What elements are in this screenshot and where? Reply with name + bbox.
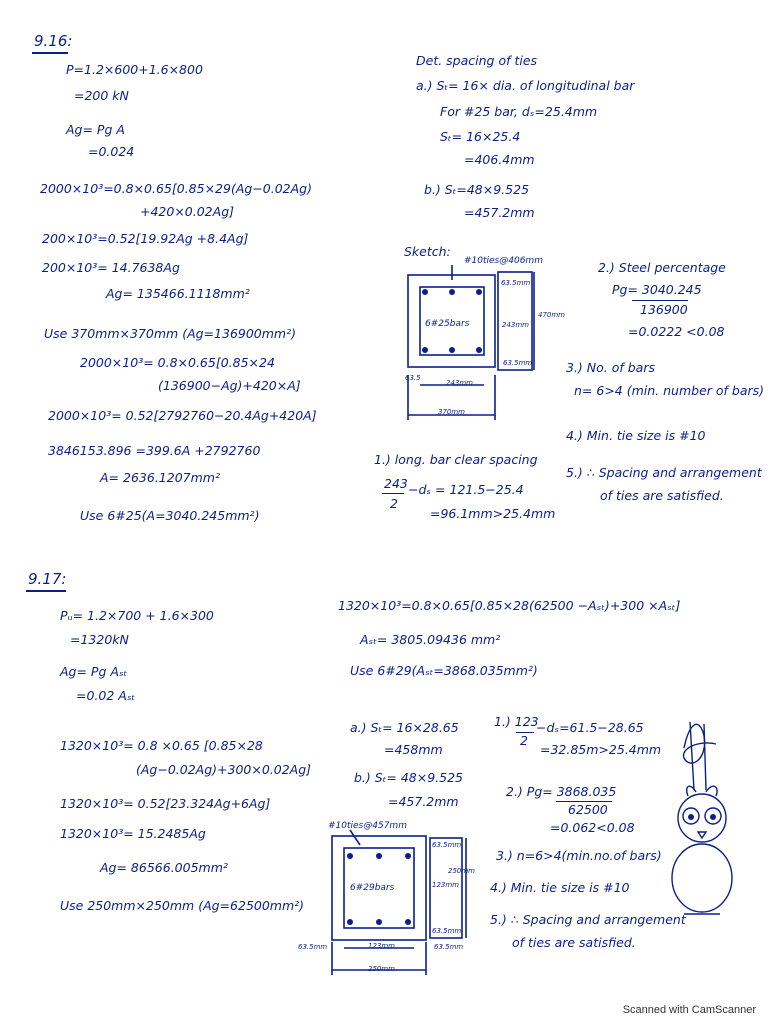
check-line: Pg= 3040.245: [612, 282, 702, 297]
calc-line: Aₛₜ= 3805.09436 mm²: [360, 632, 501, 647]
ties-line: For #25 bar, dₛ=25.4mm: [440, 104, 598, 119]
ties-label: #10ties@406mm: [464, 256, 543, 266]
clear-spacing-line: 2: [390, 496, 398, 511]
dim-label: 63.5mm: [298, 943, 328, 951]
calc-line: =1320kN: [70, 632, 129, 647]
check-line: 3.) n=6>4(min.no.of bars): [496, 848, 662, 863]
bars-label: 6#29bars: [350, 883, 395, 893]
calc-line: A= 2636.1207mm²: [100, 470, 220, 485]
dim-label: 63.5mm: [503, 359, 533, 367]
calc-line: Use 370mm×370mm (Ag=136900mm²): [44, 326, 296, 341]
check-line: 2: [520, 733, 528, 748]
calc-line: 1320×10³= 15.2485Ag: [60, 826, 206, 841]
check-line: 4.) Min. tie size is #10: [566, 428, 706, 443]
calc-line: =0.024: [88, 144, 135, 159]
check-line: =0.062<0.08: [550, 820, 635, 835]
dim-label: 63.5mm: [501, 279, 531, 287]
calc-line: P=1.2×600+1.6×800: [66, 62, 203, 77]
check-line: 4.) Min. tie size is #10: [490, 880, 630, 895]
clear-spacing-line: 1.) long. bar clear spacing: [374, 452, 538, 467]
clear-spacing-line: −dₛ = 121.5−25.4: [408, 482, 524, 497]
calc-line: 3846153.896 =399.6A +2792760: [48, 443, 261, 458]
calc-line: =200 kN: [74, 88, 129, 103]
owl-head: [678, 794, 726, 842]
calc-line: 2000×10³= 0.8×0.65[0.85×24: [80, 355, 275, 370]
check-line: n= 6>4 (min. number of bars): [574, 383, 765, 398]
calc-line: (Ag−0.02Ag)+300×0.02Ag]: [136, 762, 312, 777]
calc-line: 2000×10³= 0.52[2792760−20.4Ag+420A]: [48, 408, 317, 423]
ties-label: #10ties@457mm: [328, 821, 407, 831]
ties-line: b.) Sₜ= 48×9.525: [354, 770, 463, 785]
ties-line: =457.2mm: [464, 205, 535, 220]
ties-line: =406.4mm: [464, 152, 535, 167]
ties-line: Det. spacing of ties: [416, 53, 538, 68]
check-line: 2.) Steel percentage: [598, 260, 726, 275]
dim-label: 63.5mm: [434, 943, 464, 951]
dim-label: 250mm: [448, 867, 475, 875]
dim-label: 243mm: [446, 379, 473, 387]
calc-line: Ag= Pg A: [66, 122, 125, 137]
calc-line: 1320×10³= 0.8 ×0.65 [0.85×28: [60, 738, 263, 753]
calc-line: Ag= Pg Aₛₜ: [60, 664, 128, 679]
clear-spacing-line: =96.1mm>25.4mm: [430, 506, 556, 521]
ties-line: a.) Sₜ= 16× dia. of longitudinal bar: [416, 78, 635, 93]
dim-label: 370mm: [438, 408, 465, 416]
calc-line: 1320×10³= 0.52[23.324Ag+6Ag]: [60, 796, 271, 811]
signature-scribble: [683, 724, 716, 763]
check-line: 3.) No. of bars: [566, 360, 655, 375]
check-line: =0.0222 <0.08: [628, 324, 725, 339]
sketch-title: Sketch:: [404, 244, 451, 259]
dim-label: 123mm: [368, 942, 395, 950]
check-line: 2.) Pg= 3868.035: [506, 784, 617, 799]
calc-line: =0.02 Aₛₜ: [76, 688, 136, 703]
dim-label: 63.5mm: [432, 927, 462, 935]
calc-line: 2000×10³=0.8×0.65[0.85×29(Ag−0.02Ag): [40, 181, 312, 196]
calc-line: Ag= 135466.1118mm²: [106, 286, 250, 301]
calc-line: 200×10³=0.52[19.92Ag +8.4Ag]: [42, 231, 249, 246]
dim-label: 63.5mm: [432, 841, 462, 849]
check-line: 5.) ∴ Spacing and arrangement: [490, 912, 686, 927]
ties-line: Sₜ= 16×25.4: [440, 129, 521, 144]
dim-label: 250mm: [368, 965, 395, 973]
check-line: −dₛ=61.5−28.65: [536, 720, 644, 735]
ties-line: =458mm: [384, 742, 443, 757]
dim-label: 123mm: [432, 881, 459, 889]
calc-line: Ag= 86566.005mm²: [100, 860, 228, 875]
calc-line: Pᵤ= 1.2×700 + 1.6×300: [60, 608, 214, 623]
check-line: 62500: [568, 802, 608, 817]
check-line: 136900: [640, 302, 688, 317]
problem-917-header: 9.17:: [28, 570, 67, 588]
calc-line: Use 6#25(A=3040.245mm²): [80, 508, 260, 523]
calc-line: Use 6#29(Aₛₜ=3868.035mm²): [350, 663, 538, 678]
check-line: 5.) ∴ Spacing and arrangement: [566, 465, 762, 480]
scanner-watermark: Scanned with CamScanner: [622, 1004, 756, 1016]
calc-line: 200×10³= 14.7638Ag: [42, 260, 180, 275]
bars-label: 6#25bars: [425, 319, 470, 329]
clear-spacing-line: 243: [384, 476, 408, 491]
dim-label: 243mm: [502, 321, 529, 329]
calc-line: +420×0.02Ag]: [140, 204, 235, 219]
calc-line: (136900−Ag)+420×A]: [158, 378, 301, 393]
dim-label: 470mm: [538, 311, 565, 319]
owl-body: [672, 844, 732, 912]
problem-916-header: 9.16:: [34, 32, 73, 50]
check-line: of ties are satisfied.: [600, 488, 724, 503]
ties-line: =457.2mm: [388, 794, 459, 809]
check-line: 1.) 123: [494, 714, 539, 729]
calc-line: 1320×10³=0.8×0.65[0.85×28(62500 −Aₛₜ)+300 ×Aₛₜ]: [338, 598, 681, 613]
calc-line: Use 250mm×250mm (Ag=62500mm²): [60, 898, 305, 913]
ties-line: a.) Sₜ= 16×28.65: [350, 720, 459, 735]
ties-line: b.) Sₜ=48×9.525: [424, 182, 530, 197]
check-line: of ties are satisfied.: [512, 935, 636, 950]
check-line: =32.85m>25.4mm: [540, 742, 662, 757]
dim-label: 63.5: [405, 374, 421, 382]
